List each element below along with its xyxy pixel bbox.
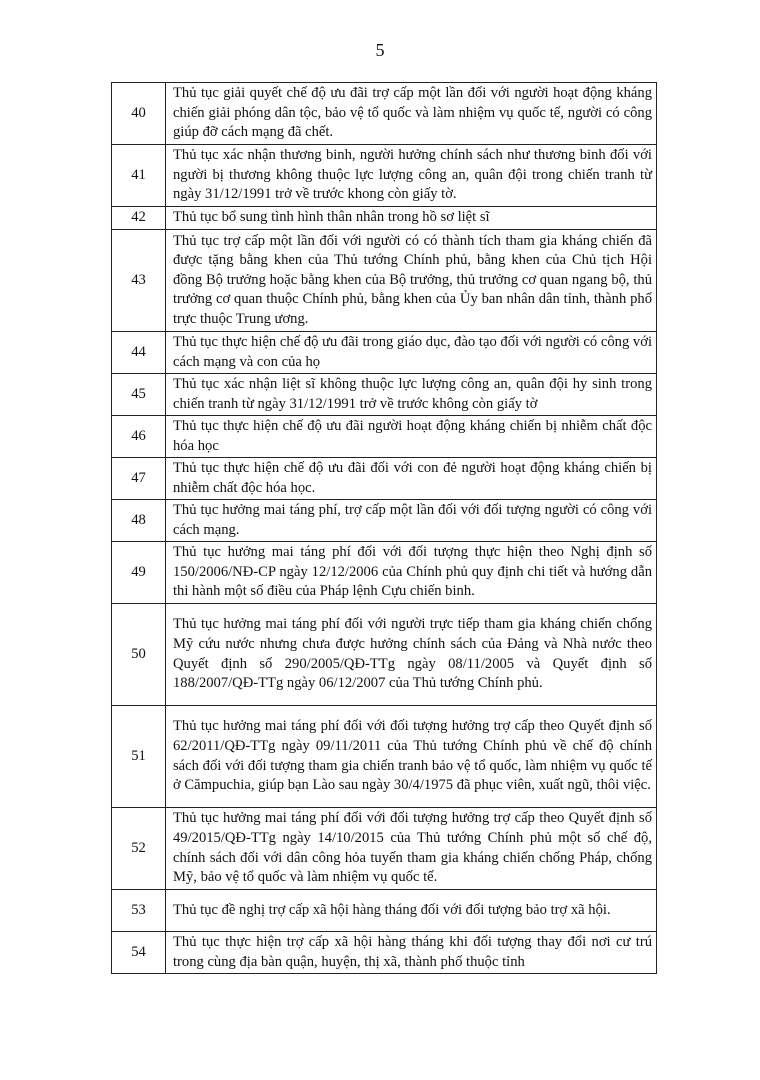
row-number: 40 xyxy=(112,83,166,145)
page-number: 5 xyxy=(375,40,385,60)
procedure-description: Thủ tục thực hiện chế độ ưu đãi người hoạt động kháng chiến bị nhiễm chất độc hóa học xyxy=(166,416,657,458)
table-row xyxy=(112,890,657,932)
row-number: 46 xyxy=(112,416,166,458)
row-number: 44 xyxy=(112,332,166,374)
row-number: 41 xyxy=(112,145,166,207)
table-row xyxy=(112,542,657,604)
row-number: 51 xyxy=(112,706,166,808)
table-row xyxy=(112,207,657,230)
table-row xyxy=(112,332,657,374)
table-row xyxy=(112,500,657,542)
procedure-description: Thủ tục hưởng mai táng phí đối với đối tượng hưởng trợ cấp theo Quyết định số 62/2011/QĐ-TTg ngày 09/11/2011 của Thủ tướng Chính phủ về chế độ chính sách đối với đối tượng tham gia chiến tranh bảo vệ tổ quốc, làm nhiệm vụ quốc tế ở Cămpuchia, giúp bạn Lào sau ngày 30/4/1975 đã phục viên, xuất ngũ, thôi việc. xyxy=(166,706,657,808)
procedure-description: Thủ tục hưởng mai táng phí đối với người trực tiếp tham gia kháng chiến chống Mỹ cứu nước nhưng chưa được hưởng chính sách của Đảng và Nhà nước theo Quyết định số 290/2005/QĐ-TTg ngày 08/11/2005 và Quyết định số 188/2007/QĐ-TTg ngày 06/12/2007 của Thủ tướng Chính phủ. xyxy=(166,604,657,706)
table-row xyxy=(112,416,657,458)
procedure-description: Thủ tục trợ cấp một lần đối với người có có thành tích tham gia kháng chiến đã được tặng bằng khen của Thủ tướng Chính phủ, bằng khen của Chủ tịch Hội đồng Bộ trưởng hoặc bằng khen của Bộ trưởng, thủ trưởng cơ quan ngang bộ, thủ trưởng cơ quan thuộc Chính phủ, bằng khen của Ủy ban nhân dân tỉnh, thành phố trực thuộc Trung ương. xyxy=(166,230,657,332)
row-number: 49 xyxy=(112,542,166,604)
procedure-description: Thủ tục hưởng mai táng phí, trợ cấp một lần đối với đối tượng người có công với cách mạng. xyxy=(166,500,657,542)
table-row xyxy=(112,230,657,332)
procedure-description: Thủ tục bổ sung tình hình thân nhân trong hồ sơ liệt sĩ xyxy=(166,207,657,230)
row-number: 52 xyxy=(112,808,166,890)
table-row xyxy=(112,706,657,808)
procedure-description: Thủ tục hưởng mai táng phí đối với đối tượng thực hiện theo Nghị định số 150/2006/NĐ-CP ngày 12/12/2006 của Chính phủ quy định chi tiết và hướng dẫn thi hành một số điều của Pháp lệnh Cựu chiến binh. xyxy=(166,542,657,604)
table-row xyxy=(112,374,657,416)
procedure-description: Thủ tục thực hiện trợ cấp xã hội hàng tháng khi đối tượng thay đổi nơi cư trú trong cùng địa bàn quận, huyện, thị xã, thành phố thuộc tỉnh xyxy=(166,932,657,974)
table-row xyxy=(112,932,657,974)
table-row xyxy=(112,604,657,706)
row-number: 53 xyxy=(112,890,166,932)
row-number: 48 xyxy=(112,500,166,542)
table-row xyxy=(112,145,657,207)
row-number: 54 xyxy=(112,932,166,974)
table-row xyxy=(112,458,657,500)
table-row xyxy=(112,83,657,145)
procedure-description: Thủ tục xác nhận thương binh, người hưởng chính sách như thương binh đối với người bị thương không thuộc lực lượng công an, quân đội trong chiến tranh từ ngày 31/12/1991 trở về trước khong còn giấy tờ. xyxy=(166,145,657,207)
procedure-description: Thủ tục đề nghị trợ cấp xã hội hàng tháng đối với đối tượng bảo trợ xã hội. xyxy=(166,890,657,932)
procedure-description: Thủ tục thực hiện chế độ ưu đãi trong giáo dục, đào tạo đối với người có công với cách mạng và con của họ xyxy=(166,332,657,374)
row-number: 50 xyxy=(112,604,166,706)
table-row xyxy=(112,808,657,890)
procedures-table xyxy=(111,82,657,974)
procedure-description: Thủ tục xác nhận liệt sĩ không thuộc lực lượng công an, quân đội hy sinh trong chiến tranh từ ngày 31/12/1991 trở về trước không còn giấy tờ xyxy=(166,374,657,416)
row-number: 42 xyxy=(112,207,166,230)
procedure-description: Thủ tục giải quyết chế độ ưu đãi trợ cấp một lần đối với người hoạt động kháng chiến giải phóng dân tộc, bảo vệ tổ quốc và làm nhiệm vụ quốc tế, người có công giúp đỡ cách mạng đã chết. xyxy=(166,83,657,145)
procedure-description: Thủ tục thực hiện chế độ ưu đãi đối với con đẻ người hoạt động kháng chiến bị nhiễm chất độc hóa học. xyxy=(166,458,657,500)
row-number: 45 xyxy=(112,374,166,416)
procedure-description: Thủ tục hưởng mai táng phí đối với đối tượng hưởng trợ cấp theo Quyết định số 49/2015/QĐ-TTg ngày 14/10/2015 của Thủ tướng Chính phủ một số chế độ, chính sách đối với dân công hỏa tuyến tham gia kháng chiến chống Pháp, chống Mỹ, bảo vệ tổ quốc và làm nhiệm vụ quốc tế. xyxy=(166,808,657,890)
row-number: 43 xyxy=(112,230,166,332)
row-number: 47 xyxy=(112,458,166,500)
